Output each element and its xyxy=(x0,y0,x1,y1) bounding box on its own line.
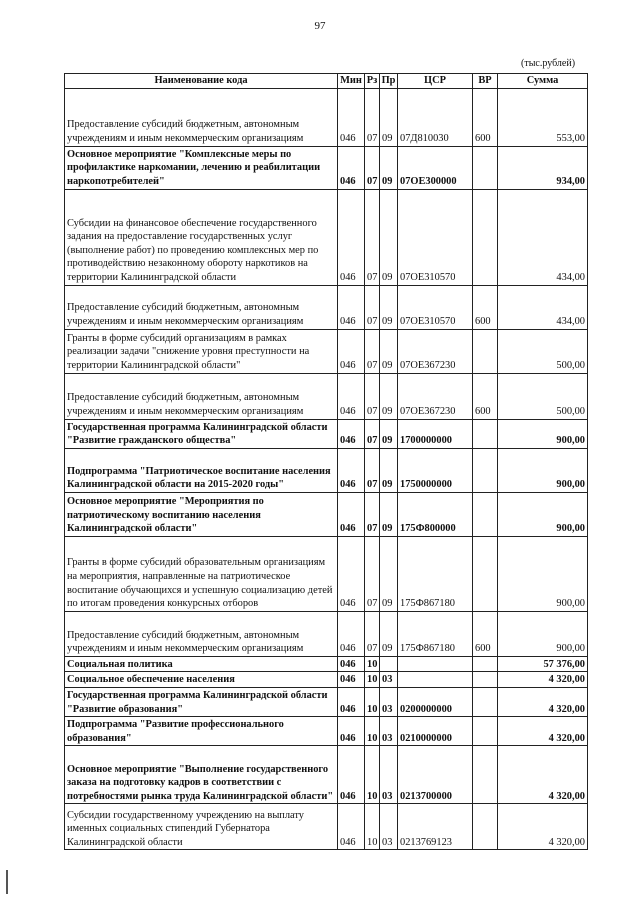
cell-vr: 600 xyxy=(473,285,498,329)
cell-csr: 175Ф800000 xyxy=(398,492,473,536)
cell-sum: 57 376,00 xyxy=(498,656,588,672)
cell-rz: 07 xyxy=(365,88,380,146)
table-row xyxy=(65,804,588,850)
cell-sum: 4 320,00 xyxy=(498,804,588,850)
cell-csr xyxy=(398,656,473,672)
cell-sum: 900,00 xyxy=(498,448,588,492)
cell-name: Основное мероприятие "Комплексные меры по профилактике наркомании, лечению и реабилитации наркопотребителей" xyxy=(65,146,338,189)
cell-min: 046 xyxy=(338,88,365,146)
cell-rz: 07 xyxy=(365,419,380,448)
cell-rz: 10 xyxy=(365,687,380,716)
cell-min: 046 xyxy=(338,146,365,189)
cell-name: Государственная программа Калининградской области "Развитие гражданского общества" xyxy=(65,419,338,448)
cell-vr xyxy=(473,746,498,804)
cell-csr: 07Д810030 xyxy=(398,88,473,146)
table-row xyxy=(65,717,588,746)
cell-rz: 10 xyxy=(365,746,380,804)
cell-sum: 900,00 xyxy=(498,419,588,448)
cell-pr: 09 xyxy=(380,373,398,419)
header-pr: Пр xyxy=(380,74,398,89)
cell-name: Подпрограмма "Патриотическое воспитание населения Калининградской области на 2015-2020 годы" xyxy=(65,448,338,492)
table-row xyxy=(65,536,588,611)
cell-pr: 09 xyxy=(380,536,398,611)
table-row xyxy=(65,373,588,419)
table-row xyxy=(65,672,588,688)
cell-rz: 07 xyxy=(365,285,380,329)
cell-min: 046 xyxy=(338,746,365,804)
cell-name: Основное мероприятие "Мероприятия по патриотическому воспитанию населения Калининградской области" xyxy=(65,492,338,536)
cell-sum: 4 320,00 xyxy=(498,687,588,716)
cell-name: Подпрограмма "Развитие профессионального образования" xyxy=(65,717,338,746)
cell-sum: 4 320,00 xyxy=(498,746,588,804)
cell-sum: 500,00 xyxy=(498,373,588,419)
header-csr: ЦСР xyxy=(398,74,473,89)
cell-vr xyxy=(473,419,498,448)
cell-min: 046 xyxy=(338,656,365,672)
cell-csr xyxy=(398,672,473,688)
cell-min: 046 xyxy=(338,717,365,746)
cell-pr: 09 xyxy=(380,492,398,536)
cell-vr xyxy=(473,492,498,536)
table-row xyxy=(65,492,588,536)
cell-min: 046 xyxy=(338,189,365,285)
table-row xyxy=(65,611,588,656)
cell-vr xyxy=(473,329,498,373)
cell-rz: 07 xyxy=(365,146,380,189)
cell-name: Предоставление субсидий бюджетным, автономным учреждениям и иным некоммерческим организациям xyxy=(65,373,338,419)
cell-name: Гранты в форме субсидий образовательным организациям на мероприятия, направленные на патриотическое воспитание обучающихся и успешную социализацию детей по итогам проведения конкурсных отборов xyxy=(65,536,338,611)
cell-csr: 07ОЕ367230 xyxy=(398,329,473,373)
table-row xyxy=(65,687,588,716)
cell-sum: 4 320,00 xyxy=(498,672,588,688)
cell-rz: 10 xyxy=(365,656,380,672)
cell-sum: 553,00 xyxy=(498,88,588,146)
cell-vr xyxy=(473,536,498,611)
header-sum: Сумма xyxy=(498,74,588,89)
cell-sum: 434,00 xyxy=(498,189,588,285)
cell-csr: 0200000000 xyxy=(398,687,473,716)
cell-pr: 09 xyxy=(380,448,398,492)
table-row xyxy=(65,656,588,672)
cell-pr: 09 xyxy=(380,88,398,146)
header-min: Мин xyxy=(338,74,365,89)
cell-csr: 07ОЕ300000 xyxy=(398,146,473,189)
cell-vr xyxy=(473,687,498,716)
cell-vr xyxy=(473,717,498,746)
cell-vr xyxy=(473,672,498,688)
cell-pr: 03 xyxy=(380,746,398,804)
cell-sum: 434,00 xyxy=(498,285,588,329)
header-vr: ВР xyxy=(473,74,498,89)
units-label: (тыс.рублей) xyxy=(521,58,576,69)
cell-pr xyxy=(380,656,398,672)
cell-name: Предоставление субсидий бюджетным, автономным учреждениям и иным некоммерческим организациям xyxy=(65,611,338,656)
cell-csr: 07ОЕ310570 xyxy=(398,189,473,285)
cell-rz: 07 xyxy=(365,189,380,285)
cell-name: Субсидии на финансовое обеспечение государственного задания на предоставление государственных услуг (выполнение работ) по проведению комплексных мер по противодействию незаконному обороту наркотиков на территории Калининградской области xyxy=(65,189,338,285)
cell-vr xyxy=(473,448,498,492)
cell-pr: 09 xyxy=(380,285,398,329)
cell-name: Основное мероприятие "Выполнение государственного заказа на подготовку кадров в соответствии с потребностями рынка труда Калининградской области" xyxy=(65,746,338,804)
cell-vr: 600 xyxy=(473,373,498,419)
cell-sum: 900,00 xyxy=(498,492,588,536)
cell-name: Предоставление субсидий бюджетным, автономным учреждениям и иным некоммерческим организациям xyxy=(65,88,338,146)
cell-vr xyxy=(473,656,498,672)
header-rz: Рз xyxy=(365,74,380,89)
cell-min: 046 xyxy=(338,611,365,656)
table-row xyxy=(65,419,588,448)
table-row xyxy=(65,448,588,492)
cell-name: Гранты в форме субсидий организациям в рамках реализации задачи "снижение уровня преступности на территории Калининградской области" xyxy=(65,329,338,373)
cell-min: 046 xyxy=(338,672,365,688)
cell-name: Социальная политика xyxy=(65,656,338,672)
cell-pr: 03 xyxy=(380,804,398,850)
cell-pr: 09 xyxy=(380,419,398,448)
table-row xyxy=(65,146,588,189)
cell-pr: 03 xyxy=(380,672,398,688)
cell-name: Социальное обеспечение населения xyxy=(65,672,338,688)
cell-rz: 07 xyxy=(365,536,380,611)
cell-sum: 934,00 xyxy=(498,146,588,189)
cell-min: 046 xyxy=(338,329,365,373)
cell-rz: 07 xyxy=(365,373,380,419)
cell-rz: 07 xyxy=(365,448,380,492)
budget-table xyxy=(64,73,588,850)
cell-sum: 900,00 xyxy=(498,536,588,611)
cell-pr: 09 xyxy=(380,329,398,373)
cell-min: 046 xyxy=(338,373,365,419)
cell-csr: 0210000000 xyxy=(398,717,473,746)
cell-rz: 10 xyxy=(365,717,380,746)
cell-rz: 07 xyxy=(365,329,380,373)
cell-rz: 07 xyxy=(365,492,380,536)
cell-pr: 03 xyxy=(380,717,398,746)
cell-vr xyxy=(473,146,498,189)
table-row xyxy=(65,329,588,373)
cell-sum: 500,00 xyxy=(498,329,588,373)
cell-pr: 09 xyxy=(380,189,398,285)
cell-csr: 07ОЕ310570 xyxy=(398,285,473,329)
cell-csr: 1700000000 xyxy=(398,419,473,448)
cell-csr: 07ОЕ367230 xyxy=(398,373,473,419)
table-row xyxy=(65,285,588,329)
cell-csr: 0213769123 xyxy=(398,804,473,850)
cell-pr: 09 xyxy=(380,611,398,656)
cell-vr: 600 xyxy=(473,611,498,656)
cell-rz: 10 xyxy=(365,672,380,688)
cell-min: 046 xyxy=(338,448,365,492)
cell-rz: 07 xyxy=(365,611,380,656)
cell-pr: 03 xyxy=(380,687,398,716)
cell-name: Субсидии государственному учреждению на выплату именных социальных стипендий Губернатора Калининградской области xyxy=(65,804,338,850)
cell-min: 046 xyxy=(338,285,365,329)
table-row xyxy=(65,88,588,146)
cell-vr: 600 xyxy=(473,88,498,146)
cell-csr: 0213700000 xyxy=(398,746,473,804)
cell-min: 046 xyxy=(338,536,365,611)
cell-min: 046 xyxy=(338,804,365,850)
table-header-row xyxy=(65,74,588,89)
cell-rz: 10 xyxy=(365,804,380,850)
header-name: Наименование кода xyxy=(65,74,338,89)
table-row xyxy=(65,746,588,804)
cell-csr: 175Ф867180 xyxy=(398,536,473,611)
cell-name: Предоставление субсидий бюджетным, автономным учреждениям и иным некоммерческим организациям xyxy=(65,285,338,329)
cell-csr: 1750000000 xyxy=(398,448,473,492)
page-number: 97 xyxy=(314,20,326,32)
cell-name: Государственная программа Калининградской области "Развитие образования" xyxy=(65,687,338,716)
margin-mark xyxy=(6,870,8,894)
table-row xyxy=(65,189,588,285)
cell-min: 046 xyxy=(338,492,365,536)
cell-sum: 900,00 xyxy=(498,611,588,656)
cell-sum: 4 320,00 xyxy=(498,717,588,746)
cell-min: 046 xyxy=(338,687,365,716)
cell-vr xyxy=(473,189,498,285)
cell-vr xyxy=(473,804,498,850)
cell-csr: 175Ф867180 xyxy=(398,611,473,656)
cell-pr: 09 xyxy=(380,146,398,189)
cell-min: 046 xyxy=(338,419,365,448)
